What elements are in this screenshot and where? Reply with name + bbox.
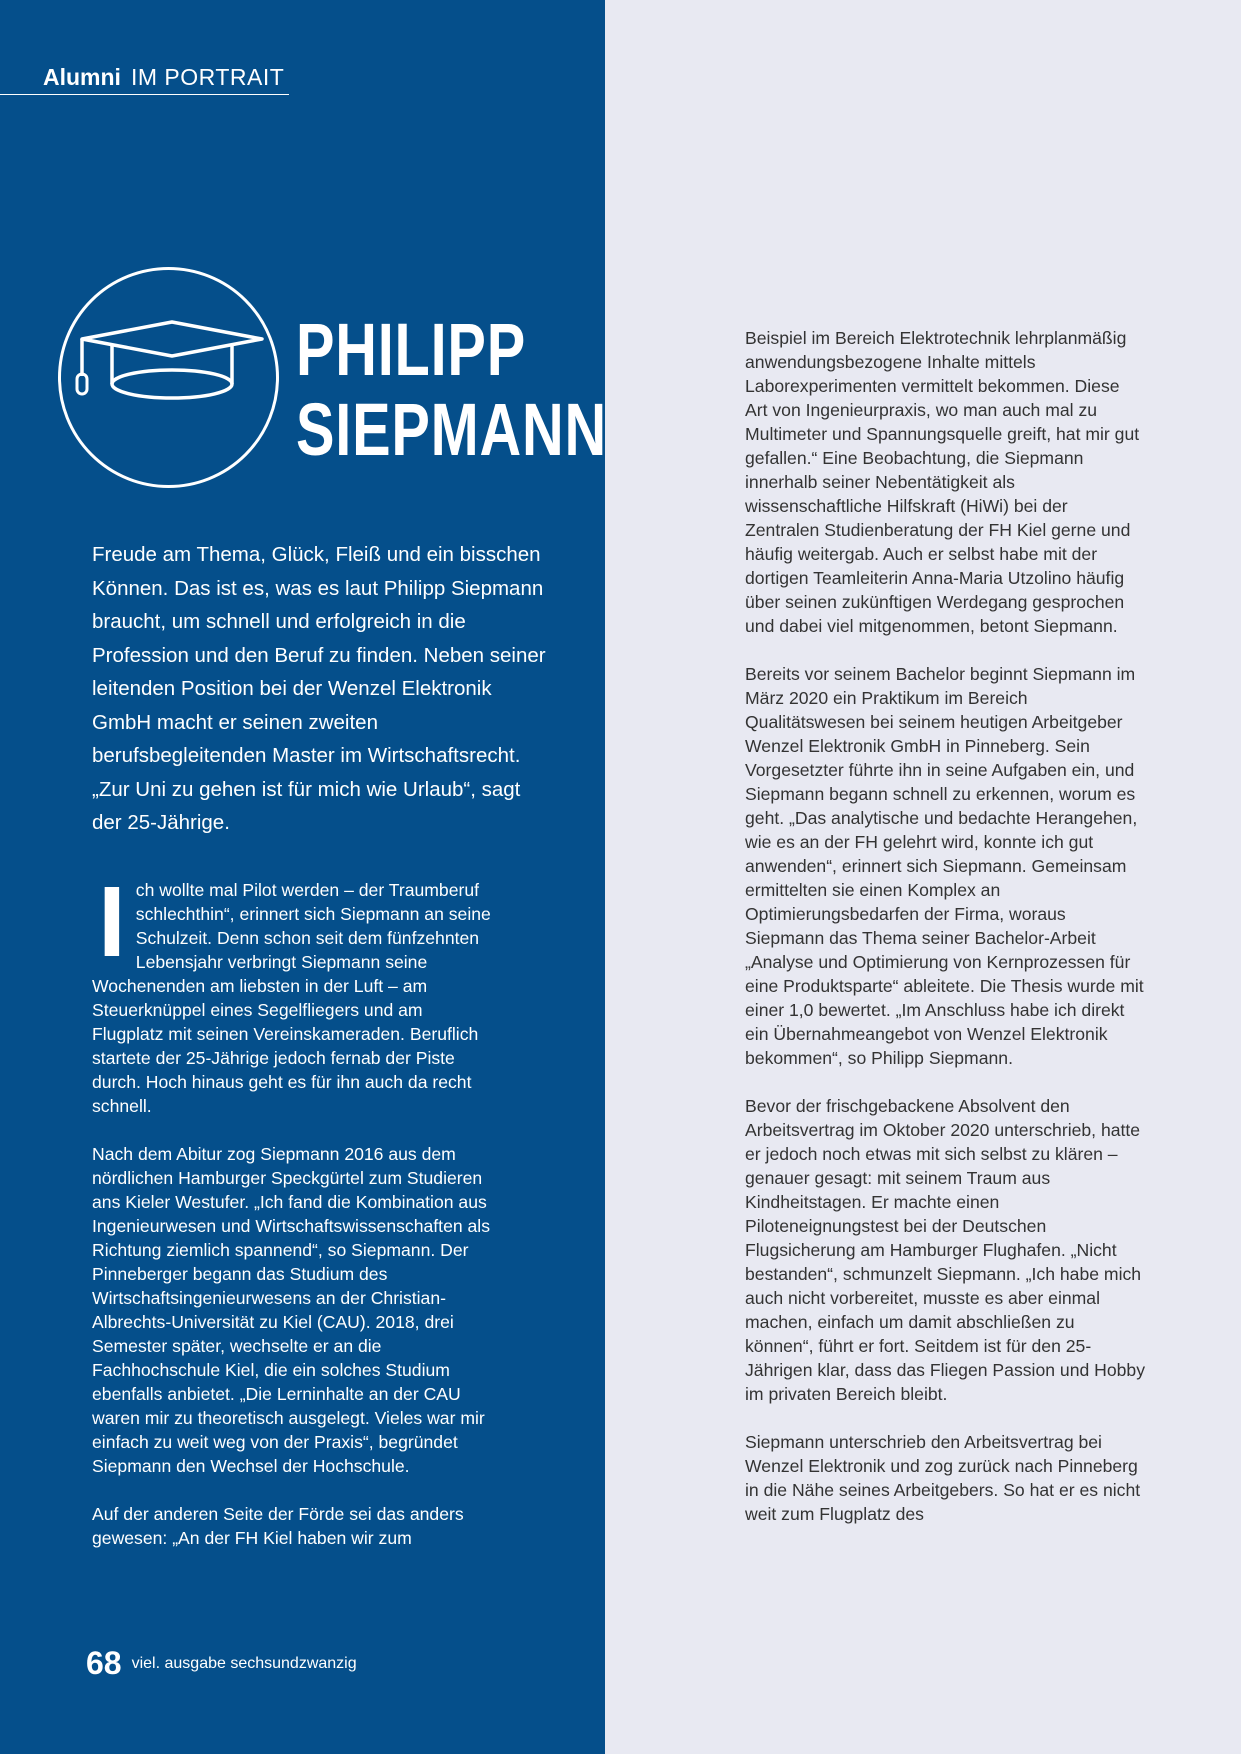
- person-first-name: PHILIPP: [296, 308, 526, 391]
- article-paragraph: Siepmann unterschrieb den Arbeitsvertrag bei Wenzel Elektronik und zog zurück nach Pinneberg in die Nähe seines Arbeitgebers. So hat er es nicht weit zum Flugplatz des: [745, 1432, 1141, 1524]
- section-label-bold: Alumni: [43, 64, 121, 90]
- drop-cap: I: [98, 866, 126, 978]
- publication-name: viel. ausgabe sechsundzwanzig: [131, 1654, 357, 1672]
- article-column-left: [92, 866, 494, 1574]
- article-paragraph: Beispiel im Bereich Elektrotechnik lehrplanmäßig anwendungsbezogene Inhalte mittels Laborexperimenten vermittelt bekommen. Diese Art von Ingenieurpraxis, wo man auch mal zu Multimeter und Spannungsquelle greift, hat mir gut gefallen.“ Eine Beobachtung, die Siepmann innerhalb seiner Nebentätigkeit als wissenschaftliche Hilfskraft (HiWi) bei der Zentralen Studienberatung der FH Kiel gerne und häufig weitergab. Auch er selbst habe mit der dortigen Teamleiterin Anna-Maria Utzolino häufig über seinen zukünftigen Werdegang gesprochen und dabei viel mitgenommen, betont Siepmann.: [745, 328, 1140, 636]
- page-footer: [86, 1645, 357, 1682]
- intro-paragraph: Freude am Thema, Glück, Fleiß und ein bisschen Können. Das ist es, was es laut Philipp Siepmann braucht, um schnell und erfolgreich in die Profession und den Beruf zu finden. Neben seiner leitenden Position bei der Wenzel Elektronik GmbH macht er seinen zweiten berufsbegleitenden Master im Wirtschaftsrecht. „Zur Uni zu gehen ist für mich wie Urlaub“, sagt der 25-Jährige.: [92, 543, 546, 834]
- article-paragraph: Auf der anderen Seite der Förde sei das anders gewesen: „An der FH Kiel haben wir zum: [92, 1504, 464, 1548]
- person-name: [296, 310, 607, 470]
- section-label-underline: [0, 94, 289, 95]
- paragraph-text: ch wollte mal Pilot werden – der Traumberuf schlechthin“, erinnert sich Siepmann an seine Schulzeit. Denn schon seit dem fünfzehnten Lebensjahr verbringt Siepmann seine Wochenenden am liebsten in der Luft – am Steuerknüppel eines Segelfliegers und am Flugplatz mit seinen Vereinskameraden. Beruflich startete der 25-Jährige jedoch fernab der Piste durch. Hoch hinaus geht es für ihn auch da recht schnell.: [92, 880, 491, 1116]
- article-paragraph: [92, 866, 494, 1118]
- article-column-right: [745, 326, 1145, 1550]
- person-last-name: SIEPMANN: [296, 388, 607, 471]
- article-paragraph: Nach dem Abitur zog Siepmann 2016 aus dem nördlichen Hamburger Speckgürtel zum Studieren ans Kieler Westufer. „Ich fand die Kombination aus Ingenieurwesen und Wirtschaftswissenschaften als Richtung ziemlich spannend“, so Siepmann. Der Pinneberger begann das Studium des Wirtschaftsingenieurwesens an der Christian-Albrechts-Universität zu Kiel (CAU). 2018, drei Semester später, wechselte er an die Fachhochschule Kiel, die ein solches Studium ebenfalls anbietet. „Die Lerninhalte an der CAU waren mir zu theoretisch ausgelegt. Vieles war mir einfach zu weit weg von der Praxis“, begründet Siepmann den Wechsel der Hochschule.: [92, 1144, 491, 1476]
- article-paragraph: Bevor der frischgebackene Absolvent den Arbeitsvertrag im Oktober 2020 unterschrieb, hatte er jedoch noch etwas mit sich selbst zu klären – genauer gesagt: mit seinem Traum aus Kindheitstagen. Er machte einen Piloteneignungstest bei der Deutschen Flugsicherung am Hamburger Flughafen. „Nicht bestanden“, schmunzelt Siepmann. „Ich habe mich auch nicht vorbereitet, musste es aber einmal machen, einfach um damit abschließen zu können“, führt er fort. Seitdem ist für den 25-Jährigen klar, dass das Fliegen Passion und Hobby im privaten Bereich bleibt.: [745, 1096, 1146, 1404]
- graduation-cap-icon: [57, 266, 280, 489]
- page-number: 68: [86, 1645, 122, 1681]
- section-label-light: IM PORTRAIT: [130, 64, 285, 90]
- article-paragraph: Bereits vor seinem Bachelor beginnt Siepmann im März 2020 ein Praktikum im Bereich Qualitätswesen bei seinem heutigen Arbeitgeber Wenzel Elektronik GmbH in Pinneberg. Sein Vorgesetzter führte ihn in seine Aufgaben ein, und Siepmann begann schnell zu erkennen, worum es geht. „Das analytische und bedachte Herangehen, wie es an der FH gelehrt wird, konnte ich gut anwenden“, erinnert sich Siepmann. Gemeinsam ermittelten sie einen Komplex an Optimierungsbedarfen der Firma, woraus Siepmann das Thema seiner Bachelor-Arbeit „Analyse und Optimierung von Kernprozessen für eine Produktsparte“ ableitete. Die Thesis wurde mit einer 1,0 bewertet. „Im Anschluss habe ich direkt ein Übernahmeangebot von Wenzel Elektronik bekommen“, so Philipp Siepmann.: [745, 664, 1144, 1068]
- section-label: [43, 62, 284, 92]
